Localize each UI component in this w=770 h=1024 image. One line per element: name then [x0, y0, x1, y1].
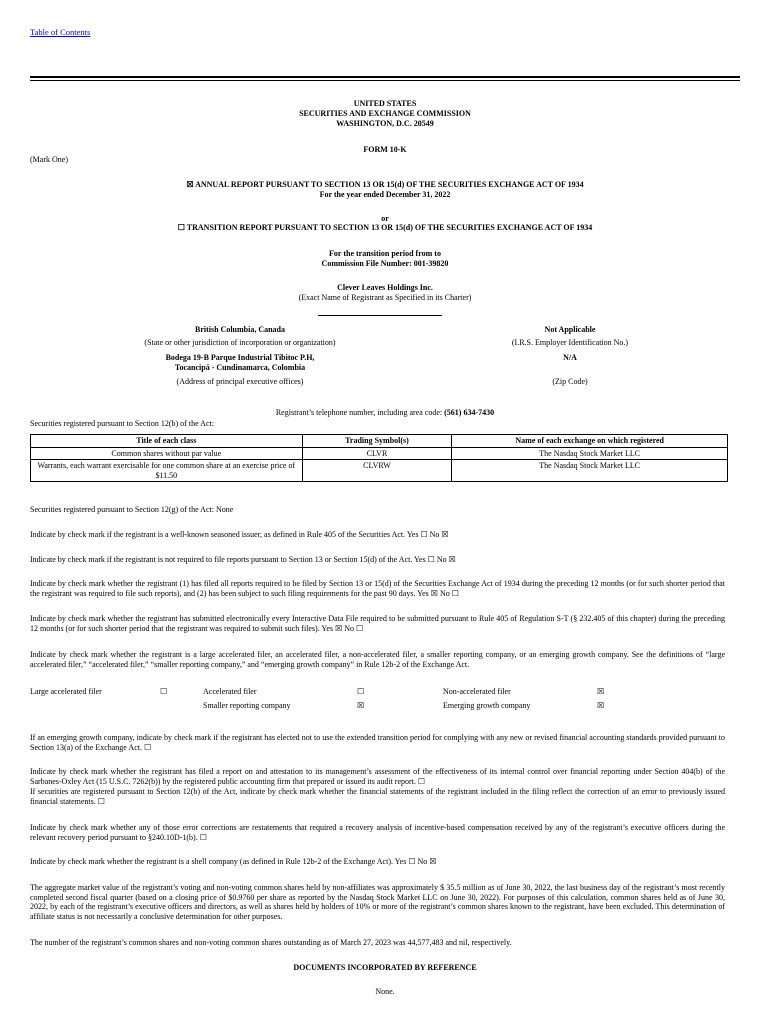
table-header-cell: Name of each exchange on which registered [452, 435, 728, 448]
table-cell: Common shares without par value [31, 447, 303, 460]
name-underline [318, 315, 442, 316]
header-rule-thin [30, 80, 740, 81]
attestation-paragraph: Indicate by check mark whether the registrant has filed a report on and attestation to its management’s assessment of the effectiveness of its internal control over financial reporting under Section 404(b) of the Sarbanes-Oxley Act (15 U.S.C. 7262(b)) by the registered public accounting firm that prepared or issued its audit report. ☐ [30, 767, 725, 786]
securities-table [30, 434, 728, 482]
form-title: FORM 10-K [363, 145, 407, 154]
interactive-data-paragraph: Indicate by check mark whether the registrant has submitted electronically every Interactive Data File required to be submitted pursuant to Rule 405 of Regulation S-T (§ 232.405 of this chapter) during the preceding 12 months (or for such shorter period that the registrant was required to submit such files). Yes ☒ No ☐ [30, 614, 725, 633]
table-row [31, 447, 728, 460]
wksi-paragraph: Indicate by check mark if the registrant is a well-known seasoned issuer, as defined in Rule 405 of the Securities Act. Yes ☐ No ☒ [30, 530, 449, 539]
shell-company-paragraph: Indicate by check mark whether the registrant is a shell company (as defined in Rule 12b-2 of the Exchange Act). Yes ☐ No ☒ [30, 857, 437, 866]
telephone-line [30, 408, 740, 418]
table-cell: Warrants, each warrant exercisable for one common share at an exercise price of $11.50 [31, 460, 303, 482]
header-line2: SECURITIES AND EXCHANGE COMMISSION [299, 109, 471, 118]
table-header-row [31, 435, 728, 448]
table-cell: CLVRW [302, 460, 452, 482]
table-cell: The Nasdaq Stock Market LLC [452, 460, 728, 482]
table-cell: The Nasdaq Stock Market LLC [452, 447, 728, 460]
table-row [31, 460, 728, 482]
zip-code: N/A [563, 353, 577, 362]
filer-status-paragraph: Indicate by check mark whether the registrant is a large accelerated filer, an accelerated filer, a non-accelerated filer, a smaller reporting company, or an emerging growth company. See the definitions of “large accelerated filer,” “accelerated filer,” “smaller reporting company,” and “emerging growth company” in Rule 12b-2 of the Exchange Act. [30, 650, 725, 669]
mark-one: (Mark One) [30, 155, 68, 164]
or-text: or [381, 214, 389, 223]
shares-outstanding-paragraph: The number of the registrant’s common shares and non-voting common shares outstanding as of March 27, 2023 was 44,577,483 and nil, respectively. [30, 938, 512, 947]
header-rule-thick [30, 76, 740, 78]
jurisdiction: British Columbia, Canada [194, 325, 286, 334]
not-required-paragraph: Indicate by check mark if the registrant is not required to file reports pursuant to Section 13 or Section 15(d) of the Act. Yes ☐ No ☒ [30, 555, 456, 564]
correction-paragraph: If securities are registered pursuant to Section 12(b) of the Act, indicate by check mark whether the financial statements of the registrant included in the filing reflect the correction of an error to previously issued financial statements. ☐ [30, 787, 725, 806]
commission-file-number: Commission File Number: 001-39820 [321, 259, 449, 268]
header-line3: WASHINGTON, D.C. 20549 [336, 119, 434, 128]
employer-id-caption: (I.R.S. Employer Identification No.) [511, 338, 629, 347]
market-value-paragraph: The aggregate market value of the registrant’s voting and non-voting common shares held by non-affiliates was approximately $ 35.5 million as of June 30, 2022, the last business day of the registrant’s most recently completed second fiscal quarter (based on a closing price of $0.9760 per share as reported by the Nasdaq Stock Market LLC on June 30, 2022). For purposes of this calculation, common shares held as of June 30, 2022, by each of the registrant’s executive officers and directors, as well as shares held by holders of 10% or more of the registrant’s common shares known to the registrant, have been excluded. This determination of affiliate status is not necessarily a conclusive determination for other purposes. [30, 883, 725, 921]
documents-heading: DOCUMENTS INCORPORATED BY REFERENCE [293, 963, 477, 972]
transition-report-line: ☐ TRANSITION REPORT PURSUANT TO SECTION 13 OR 15(d) OF THE SECURITIES EXCHANGE ACT OF 1934 [177, 223, 593, 232]
registrant-name: Clever Leaves Holdings Inc. [337, 283, 433, 292]
non-accelerated-label: Non-accelerated filer [443, 687, 511, 696]
non-accelerated-checkbox[interactable]: ☒ [597, 687, 605, 696]
zip-caption: (Zip Code) [552, 377, 588, 386]
table-of-contents-link[interactable]: Table of Contents [30, 27, 91, 37]
section-12g: Securities registered pursuant to Section 12(g) of the Act: None [30, 505, 234, 514]
smaller-reporting-checkbox[interactable]: ☒ [357, 701, 365, 710]
egc-paragraph: If an emerging growth company, indicate by check mark if the registrant has elected not to use the extended transition period for complying with any new or revised financial accounting standards provided pursuant to Section 13(a) of the Exchange Act. ☐ [30, 733, 725, 752]
year-ended: For the year ended December 31, 2022 [319, 190, 451, 199]
table-cell: CLVR [302, 447, 452, 460]
address-caption: (Address of principal executive offices) [176, 377, 304, 386]
table-header-cell: Trading Symbol(s) [302, 435, 452, 448]
restatements-paragraph: Indicate by check mark whether any of those error corrections are restatements that required a recovery analysis of incentive-based compensation received by any of the registrant’s executive officers during the relevant recovery period pursuant to §240.10D-1(b). ☐ [30, 823, 725, 842]
registrant-caption: (Exact Name of Registrant as Specified in its Charter) [298, 293, 472, 302]
smaller-reporting-label: Smaller reporting company [203, 701, 291, 710]
accelerated-label: Accelerated filer [203, 687, 257, 696]
documents-none: None. [375, 987, 395, 996]
address-line2: Tocancipá - Cundinamarca, Colombia [174, 363, 306, 372]
table-header-cell: Title of each class [31, 435, 303, 448]
large-accelerated-label: Large accelerated filer [30, 687, 102, 696]
accelerated-checkbox[interactable]: ☐ [357, 687, 365, 696]
emerging-growth-label: Emerging growth company [443, 701, 531, 710]
address-line1: Bodega 19-B Parque Industrial Tibitoc P.H, [165, 353, 315, 362]
employer-id: Not Applicable [544, 325, 596, 334]
emerging-growth-checkbox[interactable]: ☒ [597, 701, 605, 710]
annual-report-line: ☒ ANNUAL REPORT PURSUANT TO SECTION 13 OR 15(d) OF THE SECURITIES EXCHANGE ACT OF 1934 [186, 180, 584, 189]
section-12b-label: Securities registered pursuant to Section 12(b) of the Act: [30, 419, 214, 428]
filed-reports-paragraph: Indicate by check mark whether the registrant (1) has filed all reports required to be filed by Section 13 or 15(d) of the Securities Exchange Act of 1934 during the preceding 12 months (or for such shorter period that the registrant was required to file such reports), and (2) has been subject to such filing requirements for the past 90 days. Yes ☒ No ☐ [30, 579, 725, 598]
header-line1: UNITED STATES [353, 99, 417, 108]
large-accelerated-checkbox[interactable]: ☐ [160, 687, 168, 696]
transition-period: For the transition period from to [329, 249, 441, 258]
telephone-number: (561) 634-7430 [444, 408, 495, 417]
jurisdiction-caption: (State or other jurisdiction of incorporation or organization) [144, 338, 336, 347]
telephone-label: Registrant’s telephone number, including area code: [275, 408, 443, 417]
